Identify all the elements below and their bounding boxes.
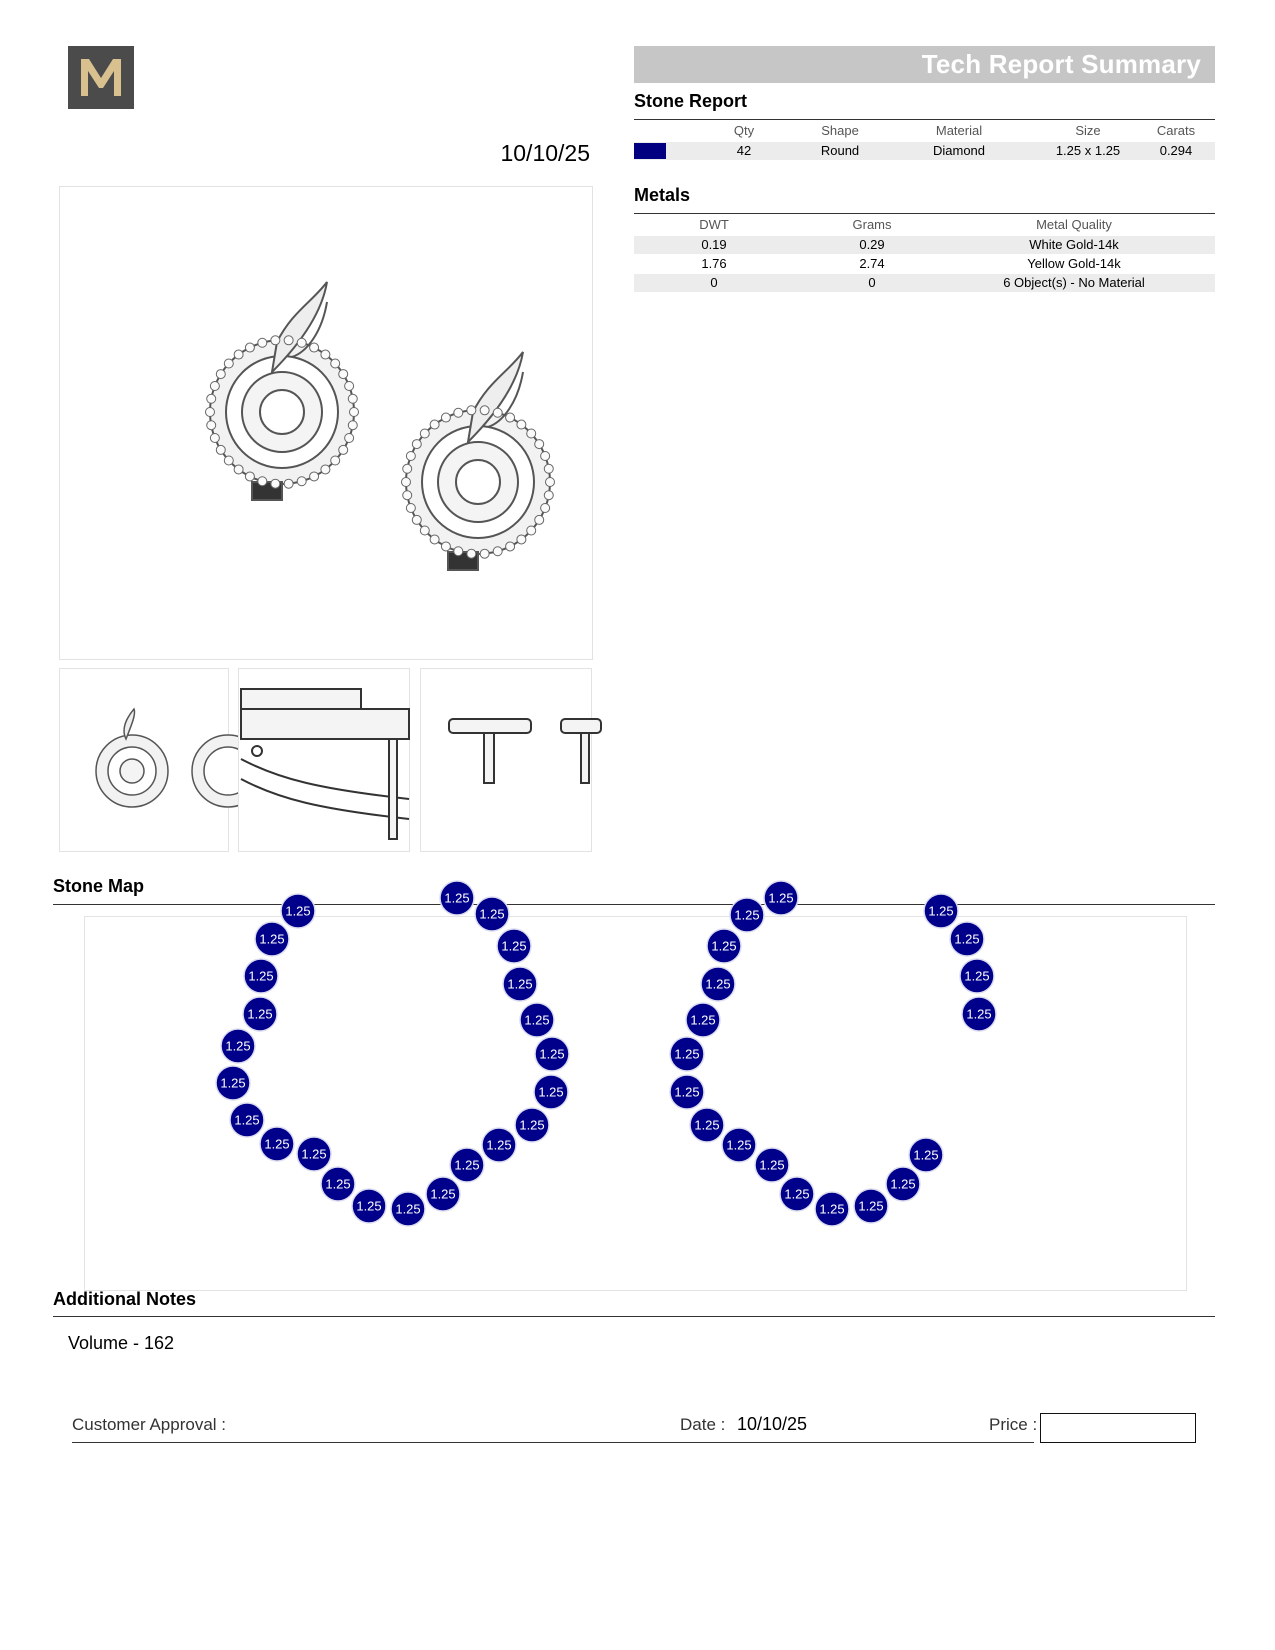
stone-size-label: 1.25 <box>486 1137 512 1153</box>
stone-size-label: 1.25 <box>479 906 505 922</box>
column-header-metal-quality: Metal Quality <box>1036 217 1112 232</box>
bead <box>339 445 348 454</box>
bead <box>321 350 330 359</box>
stone-shape: Round <box>820 143 860 158</box>
metals-table <box>634 216 1215 296</box>
stone-marker <box>535 1037 569 1071</box>
stone-marker <box>515 1108 549 1142</box>
bead <box>527 526 536 535</box>
report-date: 10/10/25 <box>500 140 590 166</box>
metals-rule <box>634 213 1215 214</box>
volume-note: Volume - 162 <box>68 1333 175 1353</box>
stone-report-title: Stone Report <box>634 91 748 111</box>
bead <box>454 547 463 556</box>
stone-marker <box>701 967 735 1001</box>
stone-marker <box>670 1037 704 1071</box>
bead <box>454 408 463 417</box>
stone-size-label: 1.25 <box>538 1084 564 1100</box>
stone-marker <box>924 894 958 928</box>
stone-marker <box>352 1189 386 1223</box>
bead <box>467 406 476 415</box>
bead <box>207 394 216 403</box>
bead <box>206 408 215 417</box>
metal-dwt: 1.76 <box>701 256 727 271</box>
bead <box>544 491 553 500</box>
stone-size-label: 1.25 <box>890 1176 916 1192</box>
bead <box>310 343 319 352</box>
stone-size-label: 1.25 <box>674 1046 700 1062</box>
stone-marker <box>440 881 474 915</box>
bead <box>480 406 489 415</box>
bead <box>284 479 293 488</box>
stone-marker <box>722 1128 756 1162</box>
stone-qty: 42 <box>736 143 752 158</box>
bead <box>406 504 415 513</box>
metal-quality: White Gold-14k <box>1029 237 1119 252</box>
stone-marker <box>730 898 764 932</box>
bead <box>284 336 293 345</box>
stone-marker <box>520 1003 554 1037</box>
metals-title: Metals <box>634 185 691 205</box>
approval-date-value: 10/10/25 <box>737 1414 808 1434</box>
stone-marker <box>854 1189 888 1223</box>
stone-carats: 0.294 <box>1159 143 1193 158</box>
stone-map-rule <box>53 904 1215 905</box>
bead <box>350 408 359 417</box>
bead <box>403 464 412 473</box>
bead <box>403 491 412 500</box>
price-label: Price : <box>989 1415 1038 1434</box>
bead <box>535 515 544 524</box>
stone-size-label: 1.25 <box>220 1075 246 1091</box>
stone-size-label: 1.25 <box>734 907 760 923</box>
additional-notes-rule <box>53 1316 1215 1317</box>
stone-marker <box>297 1137 331 1171</box>
stone-size-label: 1.25 <box>539 1046 565 1062</box>
column-header-material: Material <box>935 123 983 138</box>
bead <box>234 350 243 359</box>
bead <box>339 370 348 379</box>
metal-quality: Yellow Gold-14k <box>1027 256 1121 271</box>
stone-size-label: 1.25 <box>694 1117 720 1133</box>
bead <box>493 408 502 417</box>
bead <box>420 429 429 438</box>
stone-size-label: 1.25 <box>759 1157 785 1173</box>
stone-marker <box>321 1167 355 1201</box>
stone-size-label: 1.25 <box>726 1137 752 1153</box>
stone-report-table <box>634 122 1215 162</box>
stone-marker <box>391 1192 425 1226</box>
stone-marker <box>670 1075 704 1109</box>
stone-marker <box>686 1003 720 1037</box>
stone-report-rule <box>634 119 1215 120</box>
bead <box>297 477 306 486</box>
customer-approval-label: Customer Approval : <box>72 1415 227 1434</box>
stone-map-diagram <box>85 890 1186 1290</box>
stone-marker <box>243 997 277 1031</box>
stone-size-label: 1.25 <box>444 890 470 906</box>
stone-material: Diamond <box>932 143 986 158</box>
metal-dwt: 0.19 <box>701 237 727 252</box>
stone-size-label: 1.25 <box>966 1006 992 1022</box>
stone-marker <box>690 1108 724 1142</box>
stone-marker <box>534 1075 568 1109</box>
stone-marker <box>764 881 798 915</box>
metal-dwt: 0 <box>710 275 718 290</box>
date-label: Date : <box>680 1415 726 1434</box>
metal-grams: 0.29 <box>859 237 885 252</box>
stone-marker <box>230 1103 264 1137</box>
bead <box>321 465 330 474</box>
report-title-bar <box>634 46 1215 83</box>
bead <box>544 464 553 473</box>
stone-marker <box>780 1177 814 1211</box>
bead <box>527 429 536 438</box>
bead <box>234 465 243 474</box>
stone-size-label: 1.25 <box>711 938 737 954</box>
stone-size-label: 1.25 <box>285 903 311 919</box>
stone-marker <box>450 1148 484 1182</box>
stone-size-label: 1.25 <box>519 1117 545 1133</box>
bead <box>480 549 489 558</box>
column-header-qty: Qty <box>733 123 755 138</box>
metal-grams: 2.74 <box>859 256 885 271</box>
bead <box>430 420 439 429</box>
stone-color-swatch <box>634 143 666 159</box>
bead <box>216 445 225 454</box>
metal-quality: 6 Object(s) - No Material <box>1003 275 1145 290</box>
earring-right-render <box>406 352 550 570</box>
bead <box>331 359 340 368</box>
column-header-carats: Carats <box>1156 123 1196 138</box>
bead <box>348 421 357 430</box>
stone-marker <box>255 922 289 956</box>
stone-size-label: 1.25 <box>858 1198 884 1214</box>
stone-marker <box>221 1029 255 1063</box>
bead <box>412 515 421 524</box>
stone-size-label: 1.25 <box>395 1201 421 1217</box>
stone-marker <box>909 1138 943 1172</box>
bead <box>506 413 515 422</box>
stone-size-label: 1.25 <box>819 1201 845 1217</box>
stone-size: 1.25 x 1.25 <box>1055 143 1121 158</box>
stone-marker <box>260 1127 294 1161</box>
bead <box>224 359 233 368</box>
additional-notes-title: Additional Notes <box>53 1289 196 1309</box>
stone-size-label: 1.25 <box>913 1147 939 1163</box>
bead <box>406 451 415 460</box>
bead <box>420 526 429 535</box>
stone-size-label: 1.25 <box>928 903 954 919</box>
column-header-grams: Grams <box>852 217 892 232</box>
bead <box>210 434 219 443</box>
stone-size-label: 1.25 <box>225 1038 251 1054</box>
bead <box>430 535 439 544</box>
stone-size-label: 1.25 <box>674 1084 700 1100</box>
column-header-dwt: DWT <box>699 217 729 232</box>
bead <box>345 381 354 390</box>
stone-size-label: 1.25 <box>430 1186 456 1202</box>
bead <box>541 451 550 460</box>
stone-marker <box>960 959 994 993</box>
bead <box>271 479 280 488</box>
stone-size-label: 1.25 <box>954 931 980 947</box>
stone-size-label: 1.25 <box>784 1186 810 1202</box>
report-title: Tech Report Summary <box>921 49 1201 79</box>
stone-size-label: 1.25 <box>454 1157 480 1173</box>
earring-left-render <box>210 282 354 500</box>
stone-marker <box>815 1192 849 1226</box>
bead <box>348 394 357 403</box>
stone-size-label: 1.25 <box>248 968 274 984</box>
stone-size-label: 1.25 <box>325 1176 351 1192</box>
bead <box>493 547 502 556</box>
stone-map <box>84 890 1187 1291</box>
stone-marker <box>244 959 278 993</box>
stone-marker <box>216 1066 250 1100</box>
bead <box>541 504 550 513</box>
bead <box>245 472 254 481</box>
bead <box>310 472 319 481</box>
stone-size-label: 1.25 <box>247 1006 273 1022</box>
thumbnail-side-view[interactable] <box>238 668 410 852</box>
approval-line <box>72 1442 1034 1443</box>
bead <box>345 434 354 443</box>
bead <box>224 456 233 465</box>
bead <box>258 477 267 486</box>
stone-marker <box>962 997 996 1031</box>
bead <box>517 420 526 429</box>
stone-size-label: 1.25 <box>507 976 533 992</box>
stone-size-label: 1.25 <box>264 1136 290 1152</box>
company-logo <box>68 46 134 109</box>
stone-marker <box>482 1128 516 1162</box>
bead <box>441 542 450 551</box>
column-header-size: Size <box>1075 123 1101 138</box>
bead <box>210 381 219 390</box>
stone-size-label: 1.25 <box>524 1012 550 1028</box>
bead <box>402 478 411 487</box>
stone-size-label: 1.25 <box>690 1012 716 1028</box>
bead <box>412 440 421 449</box>
stone-size-label: 1.25 <box>705 976 731 992</box>
stone-size-label: 1.25 <box>964 968 990 984</box>
thumbnail-front-view[interactable] <box>59 668 229 852</box>
bead <box>506 542 515 551</box>
column-header-shape: Shape <box>821 123 859 138</box>
metal-grams: 0 <box>868 275 876 290</box>
bead <box>517 535 526 544</box>
stone-marker <box>426 1177 460 1211</box>
product-render-main <box>59 186 593 660</box>
bead <box>546 478 555 487</box>
stone-size-label: 1.25 <box>259 931 285 947</box>
stone-size-label: 1.25 <box>768 890 794 906</box>
stone-marker <box>503 967 537 1001</box>
bead <box>271 336 280 345</box>
stone-marker <box>707 929 741 963</box>
bead <box>207 421 216 430</box>
bead <box>441 413 450 422</box>
stone-marker <box>755 1148 789 1182</box>
stone-size-label: 1.25 <box>301 1146 327 1162</box>
bead <box>331 456 340 465</box>
bead <box>258 338 267 347</box>
stone-marker <box>281 894 315 928</box>
stone-size-label: 1.25 <box>234 1112 260 1128</box>
stone-marker <box>950 922 984 956</box>
stone-map-title: Stone Map <box>53 876 145 896</box>
bead <box>535 440 544 449</box>
stone-marker <box>886 1167 920 1201</box>
bead <box>245 343 254 352</box>
stone-marker <box>475 897 509 931</box>
thumbnail-top-view[interactable] <box>420 668 592 852</box>
stone-size-label: 1.25 <box>501 938 527 954</box>
bead <box>297 338 306 347</box>
stone-marker <box>497 929 531 963</box>
price-input[interactable] <box>1040 1413 1196 1443</box>
stone-size-label: 1.25 <box>356 1198 382 1214</box>
bead <box>216 370 225 379</box>
bead <box>467 549 476 558</box>
